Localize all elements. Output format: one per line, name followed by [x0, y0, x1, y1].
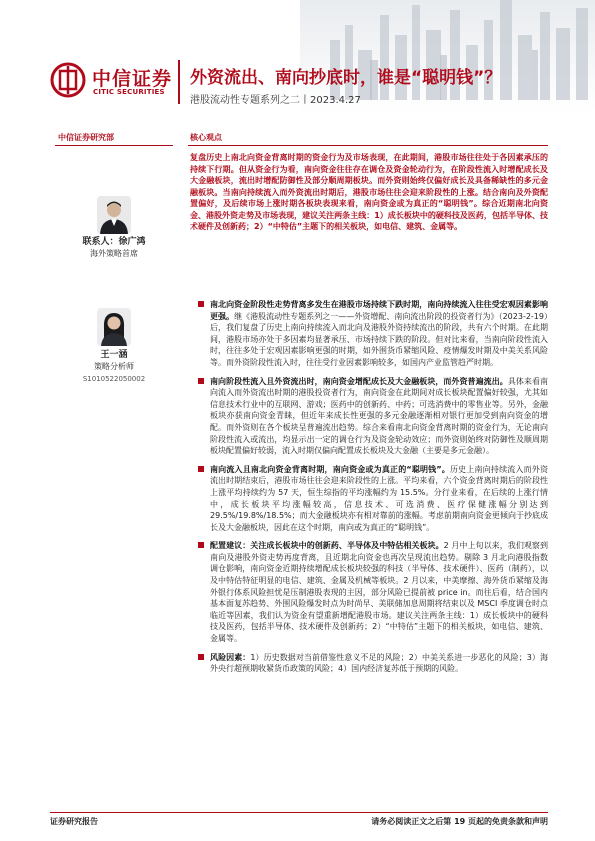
analyst-name-2: 王一涵 [100, 350, 128, 360]
bullet-square-icon [198, 542, 204, 548]
body-sections [198, 299, 548, 682]
section-allocation-advice [198, 540, 548, 644]
section-flow-divergence [198, 299, 548, 369]
right-heading-rule [188, 145, 548, 146]
report-subtitle: 港股流动性专题系列之二丨2023.4.27 [190, 95, 361, 106]
research-dept-heading: 中信证券研究部 [58, 133, 114, 142]
analyst-photo-1 [97, 196, 131, 234]
core-views-heading: 核心观点 [190, 133, 222, 142]
section-body: 继《港股流动性专题系列之一——外资增配、南向流出阶段的投资者行为》（2023-2-19）后，我们复盘了历史上南向持续流入而北向及港股外资持续流出的阶段，共有六个时期。在此期间，港股市场亦处于多因素均显著承压、市场持续下跌的阶段。但对比来看，当南向阶段性流入时，往往多处于宏观因素影响更强的时期，如外围货币紧缩风险、疫情爆发时期及中美关系风险等。而外资阶段性流入时，往往受行业因素影响较多，如国内产业监管趋严时期。 [210, 311, 549, 367]
title-divider [178, 60, 180, 104]
section-risk-factors [198, 652, 548, 675]
section-body: 历史上南向持续流入而外资流出时期结束后，港股市场往往会迎来阶段性的上涨。平均来看，六个资金背离时期后的阶段性上涨平均持续约为 57 天，恒生综指的平均涨幅约为 15.5%。分行业来看，在后续的上涨行情中，成长板块平均涨幅较高，信息技术、可选消费、医疗保健涨幅分别达到 29.5%/19.8%/18.5%；而大金融板块亦有相对靠前的涨幅。考虑前期南向资金更倾向于抄底成长及大金融板块，因此在这个时期，南向或为真正的“聪明钱”。 [210, 464, 549, 532]
section-southbound-allocation [198, 376, 548, 457]
analyst-info-2 [55, 349, 173, 385]
section-body: 2 月中上旬以来，我们观察到南向及港股外资走势再度背离，且近期北向资金也再次呈现流出趋势。剔除 3 月北向港股指数调仓影响，南向资金近期持续增配成长板块较强的科技（半导体、技术硬件）、医药（制药），以及中特估特征明显的电信、建筑、金属及机械等板块。2 月以来，中美摩擦、海外货币紧缩及海外银行体系风险担忧是压制港股表现的主因，部分风险已提前被 price in。而往后看，结合国内基本面复苏趋势、外围风险爆发时点为时尚早、美联储加息周期将结束以及 MSCI 季度调仓时点临近等因素，我们认为资金有望重新增配港股市场。建议关注两条主线：1）成长板块中的硬科技及医药，包括半导体、技术硬件及创新药；2）“中特估”主题下的相关板块，如电信、建筑、金属等。 [210, 541, 548, 644]
bullet-square-icon [198, 378, 204, 384]
report-header [0, 0, 595, 112]
analyst-role-2: 策略分析师 [94, 362, 134, 371]
section-lead: 配置建议：关注成长板块中的创新药、半导体及中特估相关板块。 [210, 541, 444, 551]
bullet-square-icon [198, 466, 204, 472]
analyst-photo-2 [97, 308, 131, 346]
section-lead: 南向流入且南北向资金背离时期，南向资金或为真正的“聪明钱”。 [210, 464, 450, 474]
analyst-role-1: 海外策略首席 [90, 249, 138, 258]
footer-disclaimer-note: 请务必阅读正文之后第 19 页起的免责条款和声明 [371, 817, 548, 826]
section-body: 1）历史数据对当前借鉴性意义不足的风险；2）中美关系进一步恶化的风险；3）海外央行超预期收紧货币政策的风险；4）国内经济复苏低于预期的风险。 [210, 652, 548, 674]
brand-name-en: CITIC SECURITIES [93, 88, 165, 96]
section-body: 具体来看南向流入而外资流出时期的港股投资者行为，南向资金在此期间对成长板块配置偏好较强，尤其如信息技术行业中的互联网、游戏；医药中的创新药、中药；可选消费中的零售业等。另外，金融板块亦获南向资金青睐，但近年来成长性更强的多元金融逐渐相对银行更加受到南向资金的增配。而外资则在各个板块呈普遍流出趋势。综合来看南北向资金背离时期的资金行为，无论南向阶段性流入或流出，均显示出一定的调仓行为及资金轮动效应；而外资则始终对防御性及顺周期板块配置偏好较弱，流入时期仅偏向配置成长板块及大金融（主要是多元金融）。 [210, 376, 549, 456]
section-lead: 南向阶段性流入且外资流出时，南向资金增配成长及大金融板块，而外资普遍流出。 [210, 376, 508, 386]
section-smart-money [198, 464, 548, 534]
bullet-square-icon [198, 301, 204, 307]
bullet-square-icon [198, 654, 204, 660]
section-lead: 风险因素： [210, 652, 251, 662]
report-title: 外资流出、南向抄底时，谁是“聪明钱”？ [190, 68, 502, 88]
section-lead: 南北向资金阶段性走势背离多发生在港股市场持续下跌时期，南向持续流入往往受宏观因素影响更强。 [210, 300, 548, 321]
brand-name-cn: 中信证券 [92, 68, 173, 90]
footer-rule [50, 812, 548, 813]
citic-logo-icon [50, 62, 90, 98]
analyst-info-1 [55, 236, 173, 260]
footer-report-type: 证券研究报告 [50, 817, 98, 826]
analyst-name-1: 联系人：徐广鸿 [82, 237, 146, 247]
left-heading-rule [55, 145, 173, 146]
analyst-cert-id-2: S1010522050002 [82, 375, 146, 383]
summary-paragraph: 复盘历史上南北向资金背离时期的资金行为及市场表现，在此期间，港股市场往往处于各因素承压的持续下行期。但从资金行为看，南向资金往往存在调仓及资金轮动行为，在阶段性流入时增配成长及大金融板块，流出时增配防御性及部分顺周期板块。而外资则始终仅偏好成长及具备稀缺性的多元金融板块。当南向持续流入而外资流出时期后，港股市场往往会迎来阶段性的上涨。结合南向及外资配置偏好，及后续市场上涨时期各板块表现来看，南向资金或为真正的“聪明钱”。综合近期南北向资金、港股外资走势及市场表现，建议关注两条主线：1）成长板块中的硬科技及医药，包括半导体、技术硬件及创新药；2）“中特估”主题下的相关板块，如电信、建筑、金属等。 [190, 153, 548, 231]
